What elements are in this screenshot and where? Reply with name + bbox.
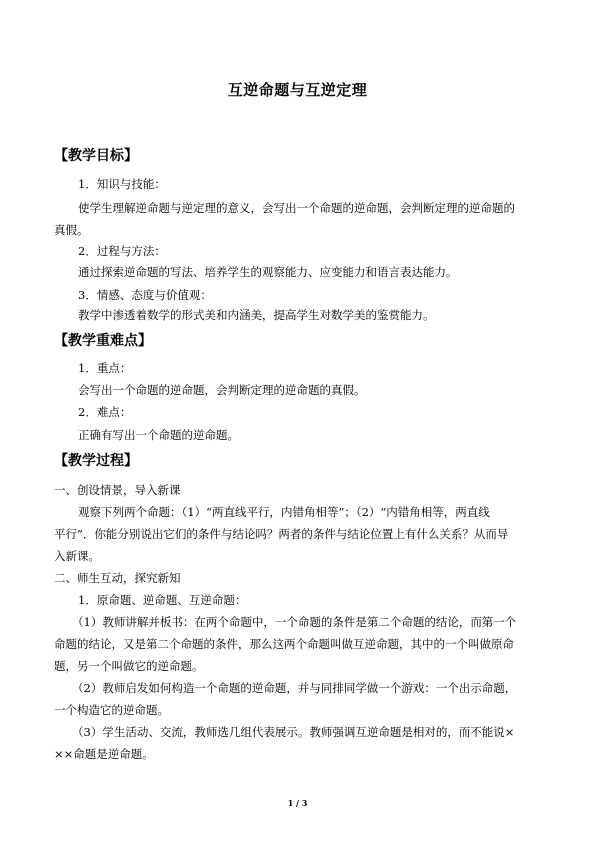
process-section1-title: 一、创设情景，导入新课 xyxy=(54,483,181,497)
heading-goals: 【教学目标】 xyxy=(54,148,138,164)
process-p3-line1: （3）学生活动、交流，教师选几组代表展示。教师强调互逆命题是相对的，而不能说× xyxy=(72,725,515,739)
process-p1-line1: （1）教师讲解并板书：在两个命题中，一个命题的条件是第二个命题的结论，而第一个 xyxy=(72,615,517,629)
key-points-item1-text: 会写出一个命题的逆命题，会判断定理的逆命题的真假。 xyxy=(78,383,366,397)
key-points-item1-title: 1．重点： xyxy=(78,361,132,375)
goals-item1-text-line1: 使学生理解逆命题与逆定理的意义，会写出一个命题的逆命题，会判断定理的逆命题的 xyxy=(78,201,515,215)
process-p1-line2: 命题的结论，又是第二个命题的条件，那么这两个命题叫做互逆命题，其中的一个叫做原命 xyxy=(54,637,514,651)
goals-item2-title: 2．过程与方法： xyxy=(78,244,166,258)
process-p2-line2: 一个构造它的逆命题。 xyxy=(54,703,169,717)
process-section1-line2: 平行”．你能分别说出它们的条件与结论吗？两者的条件与结论位置上有什么关系？从而导 xyxy=(54,527,509,541)
page-title: 互逆命题与互逆定理 xyxy=(227,81,368,99)
process-p3-line2: ××命题是逆命题。 xyxy=(54,747,154,761)
goals-item1-text-line2: 真假。 xyxy=(54,223,89,237)
process-p1-line3: 题，另一个叫做它的逆命题。 xyxy=(54,659,204,673)
goals-item3-title: 3．情感、态度与价值观： xyxy=(78,288,212,302)
heading-key-points: 【教学重难点】 xyxy=(54,333,152,349)
process-section1-line3: 入新课。 xyxy=(54,549,100,563)
process-section2-title: 二、师生互动，探究新知 xyxy=(54,571,181,585)
page-number: 1 / 3 xyxy=(287,798,308,808)
goals-item1-title: 1．知识与技能： xyxy=(78,177,166,191)
process-sub1-title: 1．原命题、逆命题、互逆命题： xyxy=(78,593,247,607)
goals-item2-text: 通过探索逆命题的写法、培养学生的观察能力、应变能力和语言表达能力。 xyxy=(78,265,458,279)
key-points-item2-text: 正确有写出一个命题的逆命题。 xyxy=(78,428,239,442)
heading-process: 【教学过程】 xyxy=(54,453,138,469)
key-points-item2-title: 2．难点： xyxy=(78,405,132,419)
process-p2-line1: （2）教师启发如何构造一个命题的逆命题，并与同排同学做一个游戏：一个出示命题， xyxy=(72,681,517,695)
goals-item3-text: 教学中渗透着数学的形式美和内涵美，提高学生对数学美的鉴赏能力。 xyxy=(78,308,435,322)
process-section1-line1: 观察下列两个命题：（1）“两直线平行，内错角相等”；（2）“内错角相等，两直线 xyxy=(78,505,490,519)
